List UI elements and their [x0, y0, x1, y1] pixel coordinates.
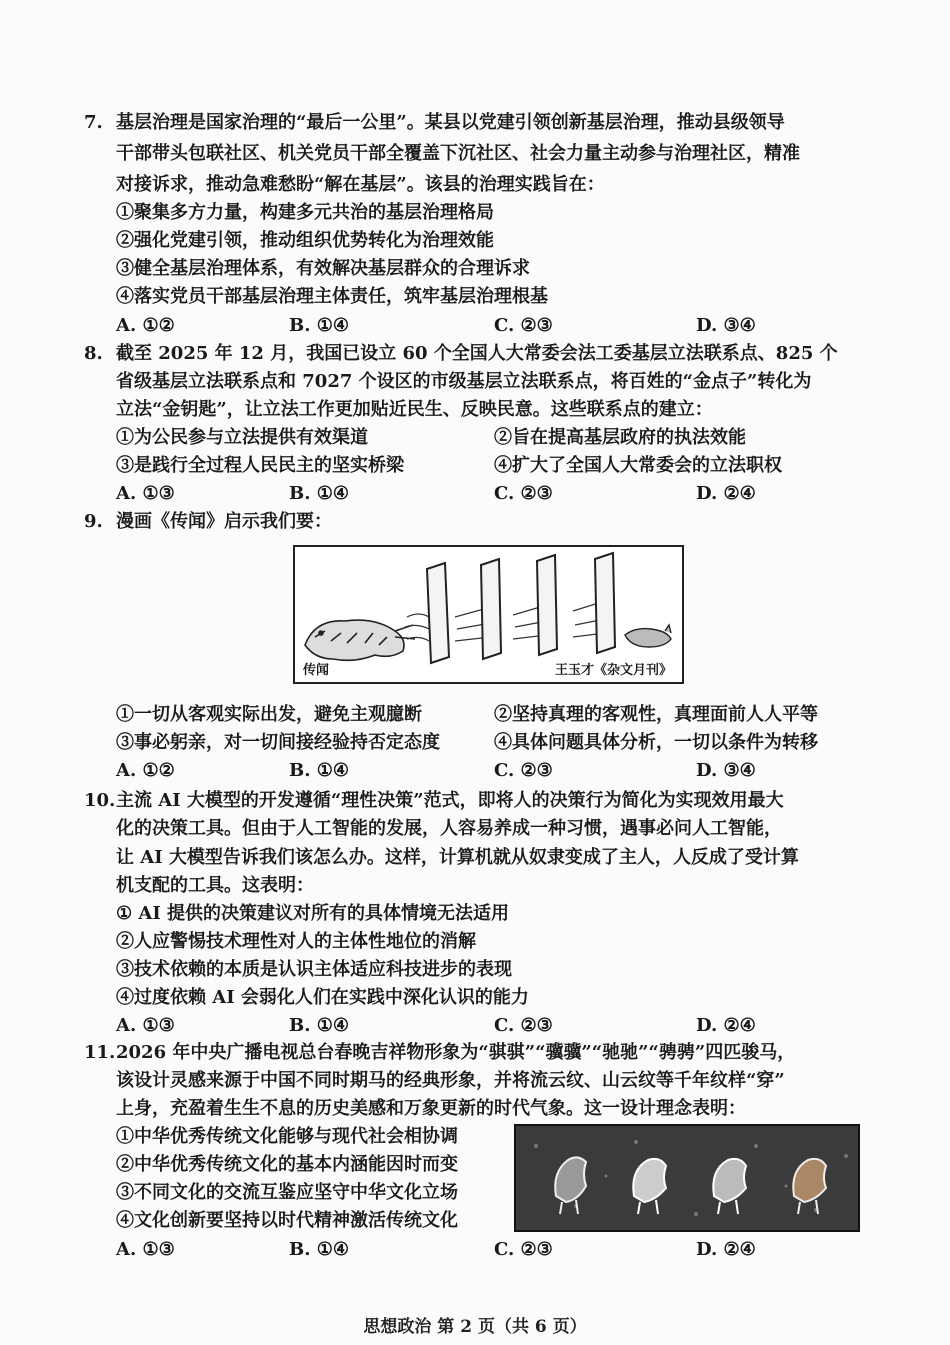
cat-icon — [625, 625, 671, 647]
statement-item: ②中华优秀传统文化的基本内涵能因时而变 — [116, 1154, 458, 1175]
answer-option-d[interactable]: D. ③④ — [696, 760, 756, 781]
answer-option-b[interactable]: B. ①④ — [289, 1239, 350, 1260]
statement-item: ④落实党员干部基层治理主体责任，筑牢基层治理根基 — [116, 286, 548, 307]
statement-item: ②坚持真理的客观性，真理面前人人平等 — [494, 704, 818, 725]
answer-option-a[interactable]: A. ①② — [116, 760, 175, 781]
statement-item: ②强化党建引领，推动组织优势转化为治理效能 — [116, 230, 494, 251]
question-number: 11. — [84, 1042, 116, 1063]
question-stem-line: 立法“金钥匙”，让立法工作更加贴近民生、反映民意。这些联系点的建立： — [116, 399, 713, 420]
statement-item: ④具体问题具体分析，一切以条件为转移 — [494, 732, 818, 753]
question-stem-line: 2026 年中央广播电视总台春晚吉祥物形象为“骐骐”“骥骥”“驰驰”“骋骋”四匹骏马， — [116, 1042, 796, 1063]
answer-option-d[interactable]: D. ③④ — [696, 315, 756, 336]
statement-item: ③技术依赖的本质是认识主体适应科技进步的表现 — [116, 959, 512, 980]
question-stem-line: 截至 2025 年 12 月，我国已设立 60 个全国人大常委会法工委基层立法联系点、825 个 — [116, 343, 838, 364]
cartoon-image — [293, 545, 684, 684]
answer-option-a[interactable]: A. ①② — [116, 315, 175, 336]
answer-option-a[interactable]: A. ①③ — [116, 1239, 175, 1260]
question-stem-line: 省级基层立法联系点和 7027 个设区的市级基层立法联系点，将百姓的“金点子”转化为 — [116, 371, 812, 392]
statement-item: ②人应警惕技术理性对人的主体性地位的消解 — [116, 931, 476, 952]
cartoon-caption-source: 王玉才《杂文月刊》 — [554, 663, 672, 678]
answer-option-d[interactable]: D. ②④ — [696, 1239, 756, 1260]
statement-item: ④过度依赖 AI 会弱化人们在实践中深化认识的能力 — [116, 987, 529, 1008]
mascot-drawing — [516, 1126, 858, 1230]
statement-item: ③不同文化的交流互鉴应坚守中华文化立场 — [116, 1182, 458, 1203]
answer-option-b[interactable]: B. ①④ — [289, 1015, 350, 1036]
answer-option-d[interactable]: D. ②④ — [696, 1015, 756, 1036]
question-8 — [84, 343, 874, 508]
question-number: 9. — [84, 511, 103, 532]
question-stem-line: 上身，充盈着生生不息的历史美感和万象更新的时代气象。这一设计理念表明： — [116, 1098, 746, 1119]
answer-option-b[interactable]: B. ①④ — [289, 315, 350, 336]
page-footer: 思想政治 第 2 页（共 6 页） — [363, 1317, 587, 1337]
question-stem-line: 机支配的工具。这表明： — [116, 875, 314, 896]
question-stem-line: 干部带头包联社区、机关党员干部全覆盖下沉社区、社会力量主动参与治理社区，精准 — [116, 143, 800, 164]
question-number: 10. — [84, 790, 116, 811]
question-stem-line: 对接诉求，推动急难愁盼“解在基层”。该县的治理实践旨在： — [116, 174, 605, 195]
statement-item: ①中华优秀传统文化能够与现代社会相协调 — [116, 1126, 458, 1147]
statement-item: ③事必躬亲，对一切间接经验持否定态度 — [116, 732, 440, 753]
answer-option-c[interactable]: C. ②③ — [494, 483, 553, 504]
answer-option-c[interactable]: C. ②③ — [494, 1015, 553, 1036]
cartoon-caption-title: 传闻 — [303, 663, 330, 678]
question-stem-line: 漫画《传闻》启示我们要： — [116, 511, 332, 532]
question-9 — [84, 511, 874, 786]
question-11 — [84, 1042, 874, 1267]
statement-item: ④扩大了全国人大常委会的立法职权 — [494, 455, 782, 476]
statement-item: ③是践行全过程人民民主的坚实桥梁 — [116, 455, 404, 476]
question-stem-line: 该设计灵感来源于中国不同时期马的经典形象，并将流云纹、山云纹等千年纹样“穿” — [116, 1070, 785, 1091]
statement-item: ④文化创新要坚持以时代精神激活传统文化 — [116, 1210, 458, 1231]
statement-item: ①一切从客观实际出发，避免主观臆断 — [116, 704, 422, 725]
answer-option-c[interactable]: C. ②③ — [494, 315, 553, 336]
answer-option-c[interactable]: C. ②③ — [494, 760, 553, 781]
question-stem-line: 主流 AI 大模型的开发遵循“理性决策”范式，即将人的决策行为简化为实现效用最大 — [116, 790, 784, 811]
question-7 — [84, 112, 874, 337]
answer-option-b[interactable]: B. ①④ — [289, 483, 350, 504]
answer-option-a[interactable]: A. ①③ — [116, 483, 175, 504]
question-number: 8. — [84, 343, 103, 364]
statement-item: ①为公民参与立法提供有效渠道 — [116, 427, 368, 448]
statement-item: ① AI 提供的决策建议对所有的具体情境无法适用 — [116, 903, 510, 924]
question-stem-line: 让 AI 大模型告诉我们该怎么办。这样，计算机就从奴隶变成了主人，人反成了受计算 — [116, 847, 799, 868]
answer-option-d[interactable]: D. ②④ — [696, 483, 756, 504]
question-stem-line: 化的决策工具。但由于人工智能的发展，人容易养成一种习惯，遇事必问人工智能， — [116, 818, 782, 839]
answer-option-b[interactable]: B. ①④ — [289, 760, 350, 781]
answer-option-a[interactable]: A. ①③ — [116, 1015, 175, 1036]
statement-item: ①聚集多方力量，构建多元共治的基层治理格局 — [116, 202, 494, 223]
answer-option-c[interactable]: C. ②③ — [494, 1239, 553, 1260]
tiger-icon — [305, 620, 415, 660]
question-number: 7. — [84, 112, 103, 133]
mascot-image — [514, 1124, 860, 1232]
statement-item: ②旨在提高基层政府的执法效能 — [494, 427, 746, 448]
question-10 — [84, 790, 874, 1040]
statement-item: ③健全基层治理体系，有效解决基层群众的合理诉求 — [116, 258, 530, 279]
question-stem-line: 基层治理是国家治理的“最后一公里”。某县以党建引领创新基层治理，推动县级领导 — [116, 112, 785, 133]
